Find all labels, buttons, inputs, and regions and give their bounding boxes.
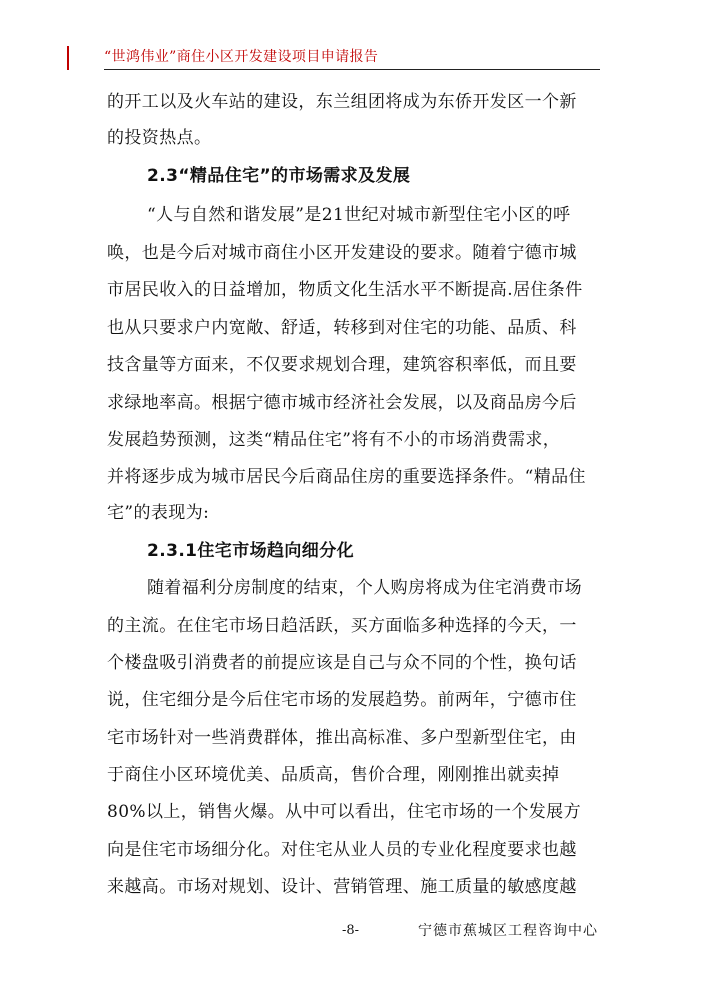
body-line: 宅市场针对一些消费群体，推出高标准、多户型新型住宅，由 [107, 728, 577, 748]
header-rule [104, 69, 600, 70]
body-line: 向是住宅市场细分化。对住宅从业人员的专业化程度要求也越 [107, 840, 577, 860]
body-line: 的主流。在住宅市场日趋活跃，买方面临多种选择的今天，一 [107, 616, 577, 636]
body-line: 个楼盘吸引消费者的前提应该是自己与众不同的个性，换句话 [107, 653, 577, 673]
body-line: 的开工以及火车站的建设，东兰组团将成为东侨开发区一个新 [107, 92, 577, 112]
body-line: 并将逐步成为城市居民今后商品住房的重要选择条件。“精品住 [107, 467, 586, 487]
body-line: 来越高。市场对规划、设计、营销管理、施工质量的敏感度越 [107, 877, 577, 897]
body-line: 80%以上，销售火爆。从中可以看出，住宅市场的一个发展方 [107, 802, 581, 822]
body-line: 的投资热点。 [107, 128, 212, 148]
body-line: 也从只要求户内宽敞、舒适，转移到对住宅的功能、品质、科 [107, 318, 577, 338]
section-heading: 2.3“精品住宅”的市场需求及发展 [147, 166, 411, 186]
body-line: “人与自然和谐发展”是21世纪对城市新型住宅小区的呼 [147, 205, 571, 225]
page-number: -8- [342, 923, 360, 938]
body-line: 宅”的表现为: [107, 503, 210, 523]
header-title: “世鸿伟业”商住小区开发建设项目申请报告 [104, 49, 379, 65]
body-line: 唤，也是今后对城市商住小区开发建设的要求。随着宁德市城 [107, 243, 577, 263]
footer-organization: 宁德市蕉城区工程咨询中心 [418, 923, 598, 939]
body-line: 于商住小区环境优美、品质高，售价合理，刚刚推出就卖掉 [107, 765, 560, 785]
body-line: 随着福利分房制度的结束，个人购房将成为住宅消费市场 [147, 578, 582, 598]
page-header [38, 46, 600, 72]
body-line: 求绿地率高。根据宁德市城市经济社会发展，以及商品房今后 [107, 393, 577, 413]
page-footer [0, 922, 703, 946]
body-line: 技含量等方面来，不仅要求规划合理，建筑容积率低，而且要 [107, 355, 577, 375]
header-accent-bar [67, 46, 69, 70]
body-line: 发展趋势预测，这类“精品住宅”将有不小的市场消费需求， [107, 430, 561, 450]
body-line: 市居民收入的日益增加，物质文化生活水平不断提高.居住条件 [107, 280, 583, 300]
subsection-heading: 2.3.1住宅市场趋向细分化 [147, 541, 355, 561]
body-line: 说，住宅细分是今后住宅市场的发展趋势。前两年，宁德市住 [107, 690, 577, 710]
